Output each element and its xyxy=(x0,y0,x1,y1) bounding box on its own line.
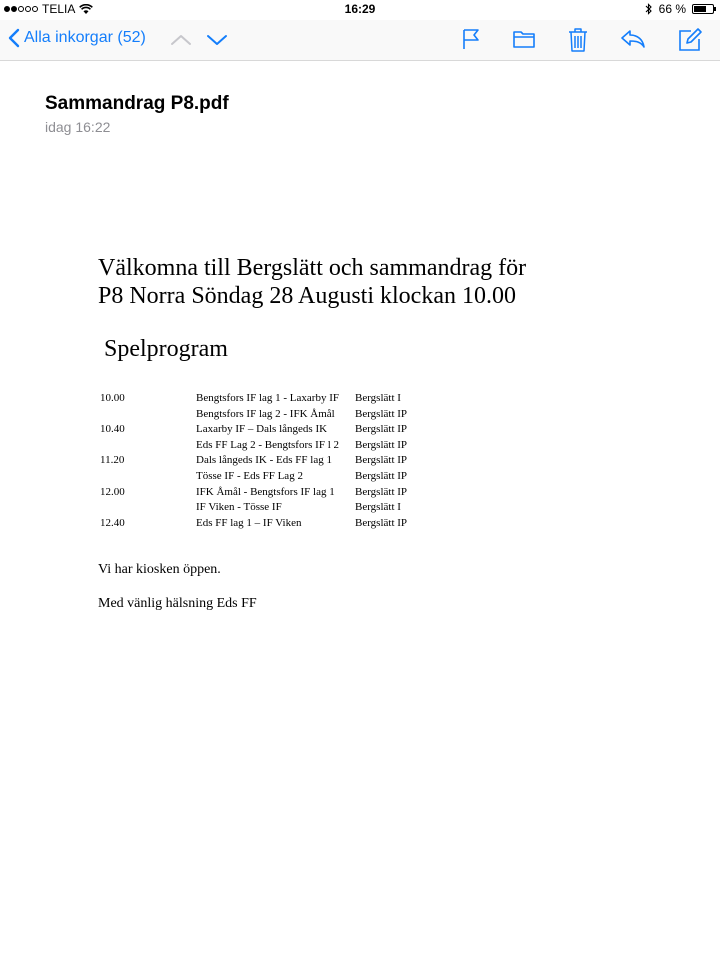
navigation-bar xyxy=(0,20,720,61)
reply-icon[interactable] xyxy=(620,27,646,51)
document-heading-line1: Välkomna till Bergslätt och sammandrag för xyxy=(98,255,527,281)
closing-line-signature: Med vänlig hälsning Eds FF xyxy=(98,596,257,611)
schedule-time: 10.40 xyxy=(100,423,125,436)
attachment-title: Sammandrag P8.pdf xyxy=(45,93,229,114)
schedule-row xyxy=(100,423,440,439)
folder-icon[interactable] xyxy=(512,27,536,51)
schedule-row xyxy=(100,517,440,533)
schedule-row xyxy=(100,408,440,424)
schedule-row xyxy=(100,501,440,517)
compose-icon[interactable] xyxy=(677,27,703,53)
document-heading xyxy=(98,254,526,310)
back-button[interactable] xyxy=(8,28,146,48)
closing-line-kiosk: Vi har kiosken öppen. xyxy=(98,562,221,577)
schedule-venue: Bergslätt IP xyxy=(355,469,408,482)
schedule-venue: Bergslätt IP xyxy=(355,485,408,498)
schedule-time: 12.00 xyxy=(100,485,125,498)
schedule-match: IF Viken - Tösse IF xyxy=(196,501,282,514)
bluetooth-icon xyxy=(645,3,653,15)
trash-icon[interactable] xyxy=(567,27,589,53)
carrier-name: TELIA xyxy=(42,2,76,16)
schedule-row xyxy=(100,392,440,408)
schedule-table xyxy=(100,392,440,532)
schedule-time: 10.00 xyxy=(100,392,125,404)
status-time: 16:29 xyxy=(344,2,376,16)
schedule-match: Eds FF Lag 2 - Bengtsfors IF l 2 xyxy=(196,438,339,451)
document-subheading: Spelprogram xyxy=(104,336,228,362)
schedule-match: IFK Åmål - Bengtsfors IF lag 1 xyxy=(196,485,335,498)
pdf-document xyxy=(98,254,527,611)
schedule-row xyxy=(100,439,440,455)
battery-level xyxy=(694,6,706,12)
chevron-down-icon[interactable] xyxy=(206,30,228,50)
chevron-up-icon[interactable] xyxy=(170,30,192,50)
schedule-time: 11.20 xyxy=(100,454,125,467)
schedule-venue: Bergslätt IP xyxy=(355,423,408,436)
schedule-match: Laxarby IF – Dals långeds IK xyxy=(196,423,328,436)
schedule-row xyxy=(100,486,440,502)
status-bar xyxy=(0,0,720,20)
schedule-venue: Bergslätt IP xyxy=(355,516,408,529)
schedule-match: Eds FF lag 1 – IF Viken xyxy=(196,516,302,529)
document-heading-line2: P8 Norra Söndag 28 Augusti klockan 10.00 xyxy=(98,283,516,309)
back-button-label: Alla inkorgar (52) xyxy=(24,29,146,46)
schedule-time: 12.40 xyxy=(100,516,125,529)
schedule-venue: Bergslätt IP xyxy=(355,438,408,451)
schedule-match: Dals långeds IK - Eds FF lag 1 xyxy=(196,454,332,467)
schedule-match: Tösse IF - Eds FF Lag 2 xyxy=(196,469,303,482)
schedule-row xyxy=(100,470,440,486)
status-right xyxy=(645,2,714,16)
schedule-row xyxy=(100,454,440,470)
schedule-venue: Bergslätt I xyxy=(355,392,401,404)
schedule-venue: Bergslätt I xyxy=(355,501,401,514)
chevron-left-icon xyxy=(8,28,20,48)
schedule-match: Bengtsfors IF lag 2 - IFK Åmål xyxy=(196,407,335,420)
schedule-match: Bengtsfors IF lag 1 - Laxarby IF xyxy=(196,392,339,404)
battery-percentage: 66 % xyxy=(658,2,686,16)
flag-icon[interactable] xyxy=(460,27,482,51)
schedule-venue: Bergslätt IP xyxy=(355,454,408,467)
battery-icon xyxy=(692,4,714,14)
message-date: idag 16:22 xyxy=(45,119,111,135)
schedule-venue: Bergslätt IP xyxy=(355,407,408,420)
